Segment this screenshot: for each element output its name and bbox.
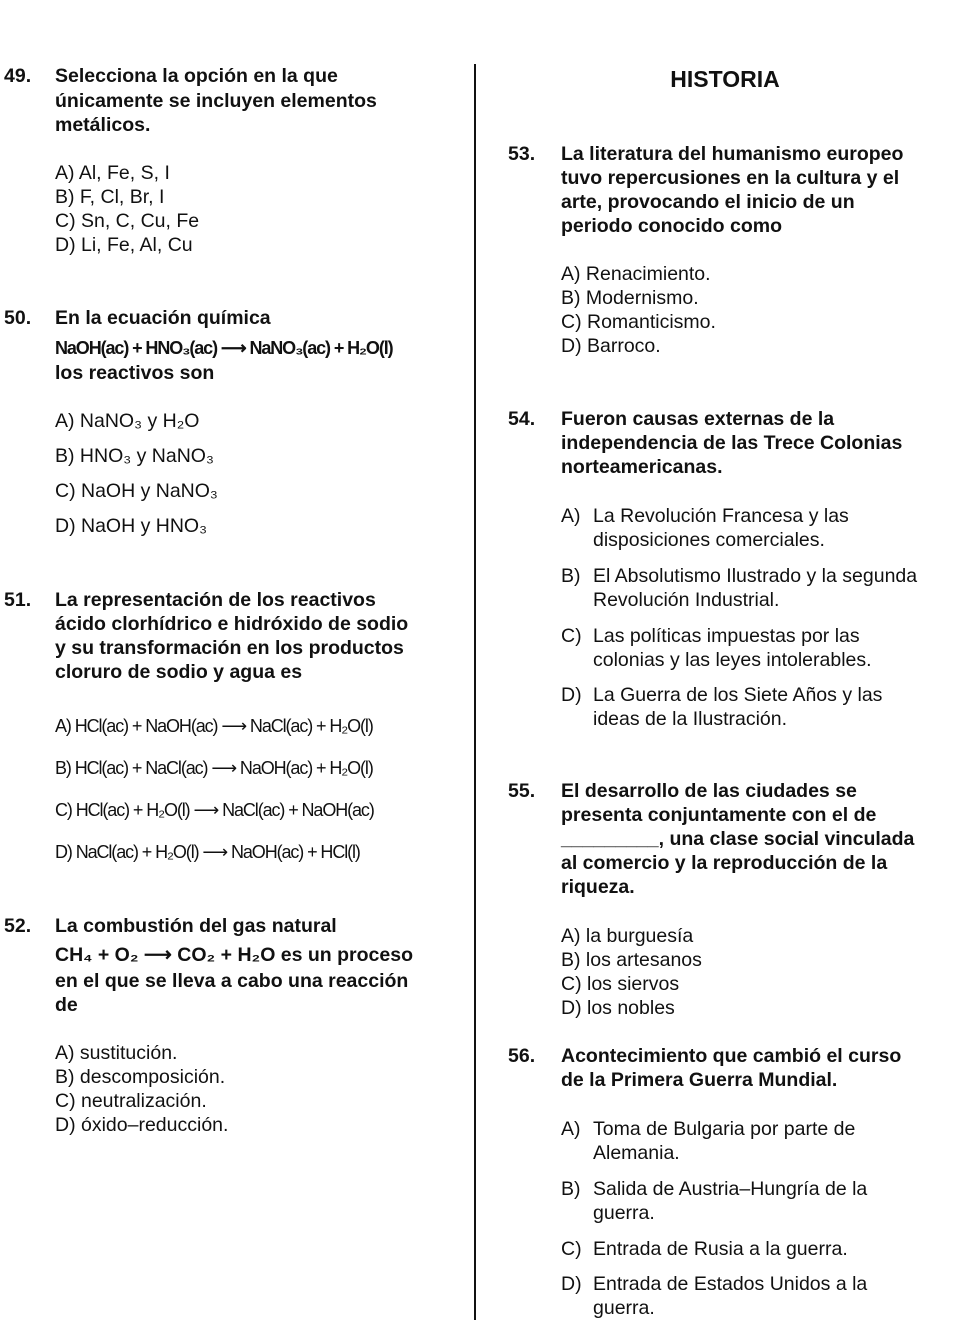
question-50-stem-line: En la ecuación química	[55, 307, 271, 329]
question-53-stem-line: La literatura del humanismo europeo	[561, 143, 904, 165]
question-56-option-c-text[interactable]: Entrada de Rusia a la guerra.	[593, 1238, 848, 1260]
question-51-option-a[interactable]: A) HCl(ac) + NaOH(ac) ⟶ NaCl(ac) + H₂O(l)	[55, 716, 373, 736]
question-51-stem-line: La representación de los reactivos	[55, 589, 376, 611]
question-52-option-b[interactable]: B) descomposición.	[55, 1066, 226, 1088]
question-55-stem-line: riqueza.	[561, 876, 635, 898]
section-title: HISTORIA	[670, 66, 780, 92]
question-52-stem-line: en el que se lleva a cabo una reacción	[55, 970, 409, 992]
question-56-option-b-letter[interactable]: B)	[561, 1178, 581, 1200]
question-52-option-d[interactable]: D) óxido–reducción.	[55, 1114, 229, 1136]
question-51-option-d[interactable]: D) NaCl(ac) + H₂O(l) ⟶ NaOH(ac) + HCl(l)	[55, 842, 360, 862]
question-54-option-b-text[interactable]: Revolución Industrial.	[593, 589, 780, 611]
question-49-stem-line: metálicos.	[55, 114, 151, 136]
question-52-number: 52.	[4, 915, 32, 937]
question-50-option-a[interactable]: A) NaNO₃ y H₂O	[55, 410, 200, 432]
question-55-stem-line: presenta conjuntamente con el de	[561, 804, 877, 826]
question-56-option-b-text[interactable]: guerra.	[593, 1202, 655, 1224]
question-52-option-a[interactable]: A) sustitución.	[55, 1042, 178, 1064]
question-53-option-c[interactable]: C) Romanticismo.	[561, 311, 716, 333]
question-56-option-a-text[interactable]: Alemania.	[593, 1142, 680, 1164]
question-49-stem-line: únicamente se incluyen elementos	[55, 90, 377, 112]
question-52-stem-line: CH₄ + O₂ ⟶ CO₂ + H₂O es un proceso	[55, 944, 413, 966]
question-54-stem-line: independencia de las Trece Colonias	[561, 432, 903, 454]
question-53-option-a[interactable]: A) Renacimiento.	[561, 263, 711, 285]
question-56-option-d-letter[interactable]: D)	[561, 1273, 582, 1295]
question-54-option-c-text[interactable]: colonias y las leyes intolerables.	[593, 649, 872, 671]
question-49-option-d[interactable]: D) Li, Fe, Al, Cu	[55, 234, 193, 256]
question-50-stem-line: los reactivos son	[55, 362, 215, 384]
question-49-option-c[interactable]: C) Sn, C, Cu, Fe	[55, 210, 200, 232]
question-49-stem-line: Selecciona la opción en la que	[55, 65, 338, 87]
question-55-option-b[interactable]: B) los artesanos	[561, 949, 702, 971]
question-53-stem-line: arte, provocando el inicio de un	[561, 191, 855, 213]
question-54-option-a-letter[interactable]: A)	[561, 505, 581, 527]
question-55-option-d[interactable]: D) los nobles	[561, 997, 675, 1019]
question-54-stem-line: Fueron causas externas de la	[561, 408, 835, 430]
question-50-option-b[interactable]: B) HNO₃ y NaNO₃	[55, 445, 214, 467]
question-55-option-a[interactable]: A) la burguesía	[561, 925, 694, 947]
question-54-option-c-text[interactable]: Las políticas impuestas por las	[593, 625, 860, 647]
question-50-equation: NaOH(ac) + HNO₃(ac) ⟶ NaNO₃(ac) + H₂O(l)	[55, 338, 393, 358]
question-55-option-c[interactable]: C) los siervos	[561, 973, 680, 995]
question-54-option-a-text[interactable]: La Revolución Francesa y las	[593, 505, 849, 527]
question-56-number: 56.	[508, 1045, 536, 1067]
question-51-stem-line: cloruro de sodio y agua es	[55, 661, 303, 683]
column-divider	[474, 64, 476, 1320]
question-53-stem-line: periodo conocido como	[561, 215, 783, 237]
question-54-option-a-text[interactable]: disposiciones comerciales.	[593, 529, 825, 551]
question-54-option-d-text[interactable]: ideas de la Ilustración.	[593, 708, 788, 730]
question-54-option-d-text[interactable]: La Guerra de los Siete Años y las	[593, 684, 883, 706]
question-56-option-d-text[interactable]: guerra.	[593, 1297, 655, 1319]
question-52-option-c[interactable]: C) neutralización.	[55, 1090, 207, 1112]
question-53-stem-line: tuvo repercusiones en la cultura y el	[561, 167, 900, 189]
question-54-stem-line: norteamericanas.	[561, 456, 723, 478]
question-56-option-d-text[interactable]: Entrada de Estados Unidos a la	[593, 1273, 868, 1295]
question-53-option-b[interactable]: B) Modernismo.	[561, 287, 699, 309]
question-51-option-c[interactable]: C) HCl(ac) + H₂O(l) ⟶ NaCl(ac) + NaOH(ac)	[55, 800, 374, 820]
question-51-stem-line: y su transformación en los productos	[55, 637, 404, 659]
question-49-option-a[interactable]: A) Al, Fe, S, I	[55, 162, 170, 184]
question-55-number: 55.	[508, 780, 536, 802]
question-55-stem-line: al comercio y la reproducción de la	[561, 852, 888, 874]
question-51-option-b[interactable]: B) HCl(ac) + NaCl(ac) ⟶ NaOH(ac) + H₂O(l)	[55, 758, 373, 778]
question-55-stem-line: El desarrollo de las ciudades se	[561, 780, 857, 802]
question-54-option-c-letter[interactable]: C)	[561, 625, 582, 647]
question-52-stem-line: de	[55, 994, 78, 1016]
question-54-option-b-text[interactable]: El Absolutismo Ilustrado y la segunda	[593, 565, 918, 587]
question-51-number: 51.	[4, 589, 32, 611]
question-52-stem-line: La combustión del gas natural	[55, 915, 337, 937]
question-51-stem-line: ácido clorhídrico e hidróxido de sodio	[55, 613, 409, 635]
question-50-option-c[interactable]: C) NaOH y NaNO₃	[55, 480, 218, 502]
question-54-option-d-letter[interactable]: D)	[561, 684, 582, 706]
question-56-option-b-text[interactable]: Salida de Austria–Hungría de la	[593, 1178, 868, 1200]
question-55-stem-line: _________, una clase social vinculada	[561, 828, 915, 850]
question-50-option-d[interactable]: D) NaOH y HNO₃	[55, 515, 208, 537]
question-56-option-a-letter[interactable]: A)	[561, 1118, 581, 1140]
question-49-number: 49.	[4, 65, 32, 87]
question-54-option-b-letter[interactable]: B)	[561, 565, 581, 587]
question-56-option-a-text[interactable]: Toma de Bulgaria por parte de	[593, 1118, 856, 1140]
question-56-stem-line: Acontecimiento que cambió el curso	[561, 1045, 902, 1067]
question-53-number: 53.	[508, 143, 536, 165]
question-54-number: 54.	[508, 408, 536, 430]
question-50-number: 50.	[4, 307, 32, 329]
question-53-option-d[interactable]: D) Barroco.	[561, 335, 661, 357]
question-56-option-c-letter[interactable]: C)	[561, 1238, 582, 1260]
question-56-stem-line: de la Primera Guerra Mundial.	[561, 1069, 838, 1091]
question-49-option-b[interactable]: B) F, Cl, Br, I	[55, 186, 165, 208]
